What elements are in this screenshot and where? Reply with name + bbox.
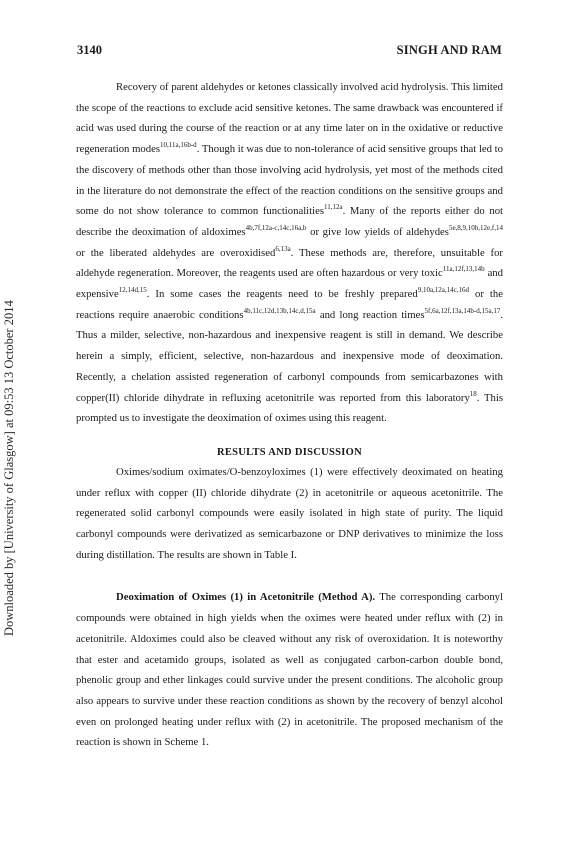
text-run: . Though it was due to non-tolerance of acid sensitive groups that led to the discovery of methods other than those involving acid hydrolysis, yet most of the methods cited in the literature do not demonstrate the effect of the reaction conditions on the sensitive groups and some do not show tolerance to common functionalities xyxy=(76,143,503,218)
citation-superscript: 6,13a xyxy=(275,244,291,253)
paragraph-method-a xyxy=(76,587,503,753)
running-head: SINGH AND RAM xyxy=(396,43,502,57)
paragraph-gap xyxy=(76,565,503,587)
text-run: The corresponding carbonyl compounds were obtained in high yields when the oximes were heated under reflux with (2) in acetonitrile. Aldoximes could also be cleaved without any risk of overoxidation. It is noteworthy that ester and acetamido groups, isolated as well as conjugated carbon-carbon double bond, phenolic group and ether linkages could survive under the present conditions. The alcoholic group also appears to survive under these reaction conditions as shown by the recovery of benzyl alcohol even on prolonged heating under reflux with (2) in acetonitrile. The proposed mechanism of the reaction is shown in Scheme 1. xyxy=(76,591,503,749)
citation-superscript: 11,12a xyxy=(323,203,343,212)
text-run: . In some cases the reagents need to be freshly prepared xyxy=(146,288,418,301)
text-run: Recovery of parent aldehydes or ketones classically involved acid hydrolysis. This limited the scope of the reactions to exclude acid sensitive ketones. The same drawback was encountered if acid was used during the course of the reaction or at any time later on in the oxidative or reductive regeneration modes xyxy=(76,81,503,156)
text-run: and long reaction times xyxy=(315,308,425,321)
text-run: or give low yields of aldehydes xyxy=(306,225,449,238)
text-run: . Many of the reports either do not describe the deoximation of aldoximes xyxy=(76,205,504,238)
citation-superscript: 4b,11c,12d,13b,14c,d,15a xyxy=(243,306,316,315)
text-run: and expensive xyxy=(76,267,503,301)
article-body xyxy=(76,77,503,753)
page-number: 3140 xyxy=(77,43,102,57)
paragraph-intro xyxy=(76,77,503,429)
citation-superscript: 4b,7f,12a-c,14c,16a,b xyxy=(245,223,307,232)
text-run: . These methods are, therefore, unsuitable for aldehyde regeneration. Moreover, the reagents used are often hazardous or very toxic xyxy=(76,246,503,280)
text-run: . This prompted us to investigate the deoximation of oximes using this reagent. xyxy=(76,391,503,425)
section-heading: RESULTS AND DISCUSSION xyxy=(216,446,363,458)
download-stamp: Downloaded by [University of Glasgow] at 09:53 13 October 2014 xyxy=(2,300,16,636)
citation-superscript: 18 xyxy=(469,389,477,398)
paragraph-results: Oximes/sodium oximates/O-benzoyloximes (1) were effectively deoximated on heating under reflux with copper (II) chloride dihydrate (2) in acetonitrile or aqueous acetonitrile. The regenerated solid carbonyl compounds were easily isolated in high state of purity. The liquid carbonyl compounds were derivatized as semicarbazone or DNP derivatives to minimize the loss during distillation. The results are shown in Table I. xyxy=(76,465,503,561)
method-a-run-head: Deoximation of Oximes (1) in Acetonitrile (Method A). xyxy=(116,591,376,604)
text-run: or the liberated aldehydes are overoxidised xyxy=(76,246,276,259)
citation-superscript: 9,10a,12a,14c,16d xyxy=(417,286,470,295)
citation-superscript: 11a,12f,13,14b xyxy=(442,265,485,274)
citation-superscript: 12,14d,15 xyxy=(118,286,147,295)
text-run: or the reactions require anaerobic conditions xyxy=(76,288,503,321)
text-run: . Thus a milder, selective, non-hazardous and inexpensive reagent is still in demand. We describe herein a simply, efficient, selective, non-hazardous and inexpensive mode of deoximation. Recently, a chelation assisted regeneration of carbonyl compounds from semicarbazones with copper(II) chloride dihydrate in refluxing acetonitrile was reported from this laboratory xyxy=(76,308,503,404)
citation-superscript: 10,11a,16b-d xyxy=(160,141,197,150)
citation-superscript: 5f,6a,12f,13a,14b-d,15a,17 xyxy=(424,306,501,315)
citation-superscript: 5e,8,9,10b,12e,f,14 xyxy=(448,223,503,232)
